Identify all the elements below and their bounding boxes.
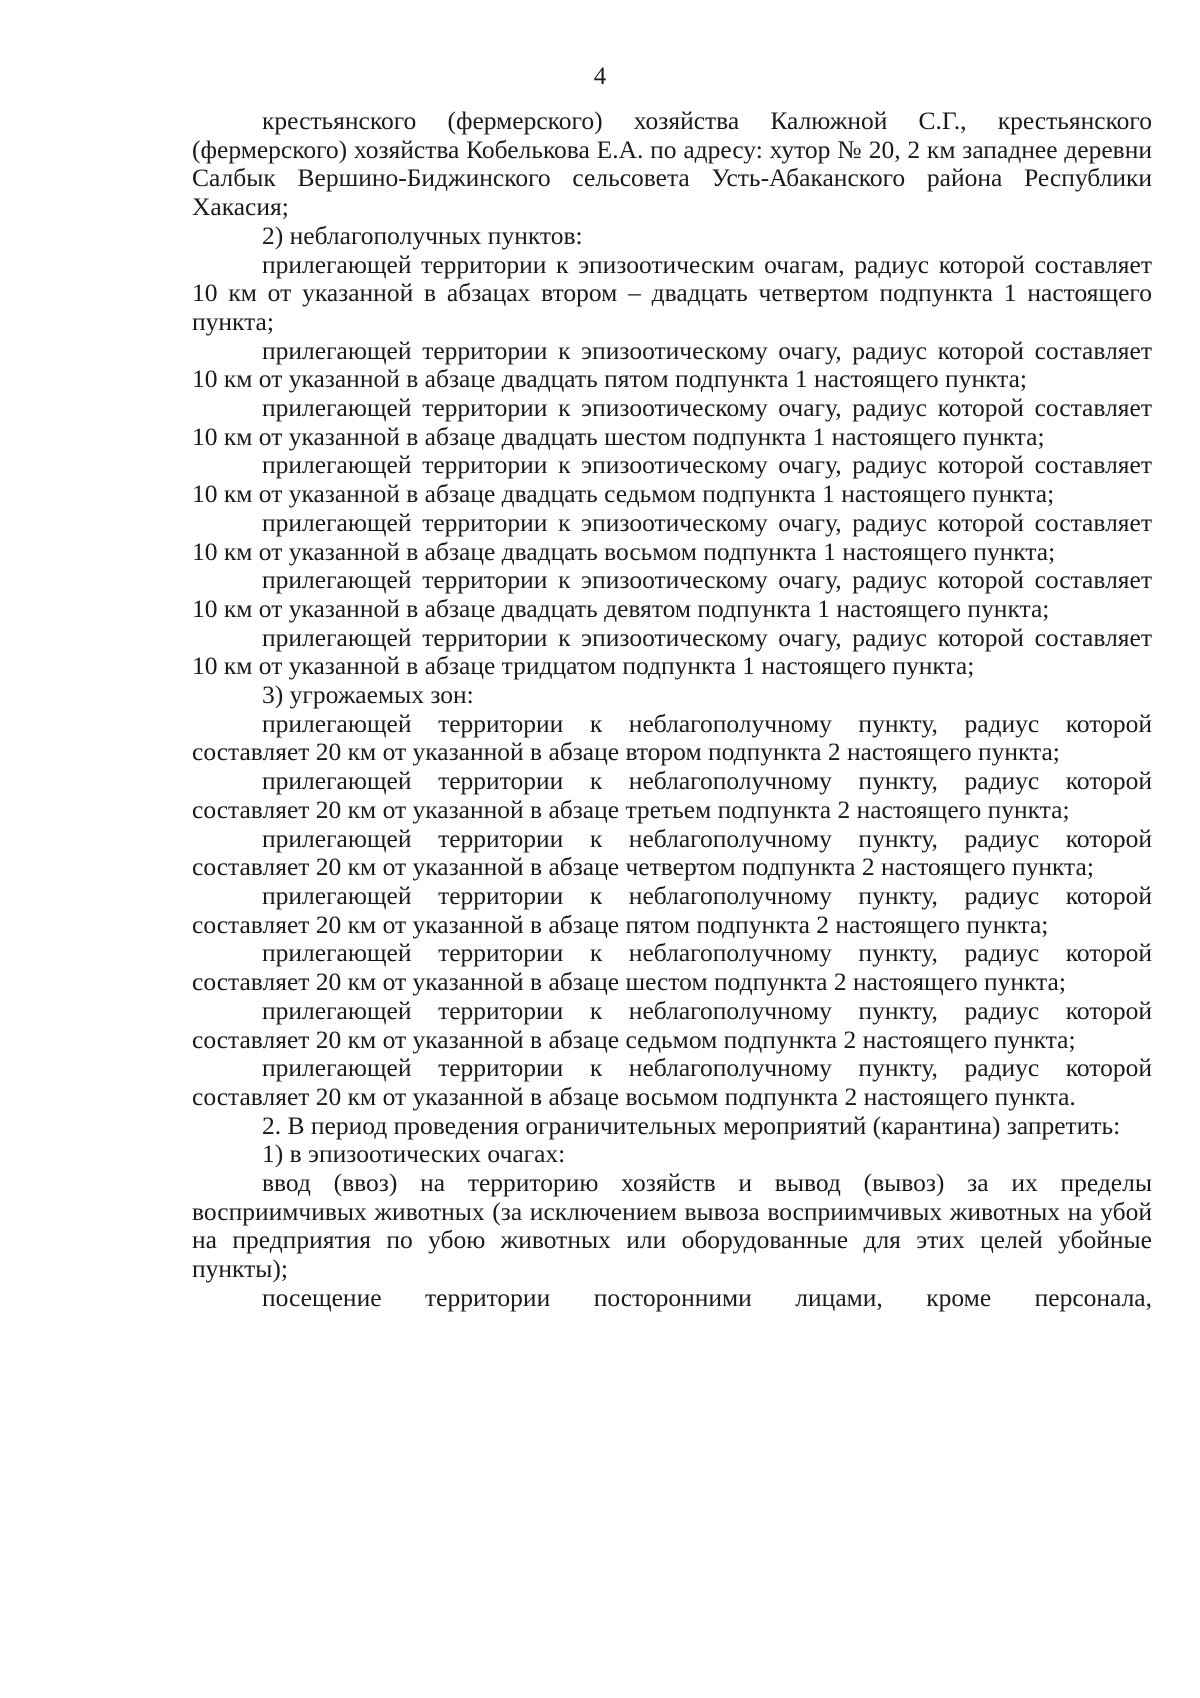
paragraph: прилегающей территории к неблагополучному пункту, радиус которой составляет 20 км от указанной в абзаце четвертом подпункта 2 настоящего пункта;: [192, 823, 1152, 882]
paragraph: прилегающей территории к неблагополучному пункту, радиус которой составляет 20 км от указанной в абзаце пятом подпункта 2 настоящего пункта;: [192, 880, 1152, 939]
paragraph: прилегающей территории к эпизоотическому очагу, радиус которой составляет 10 км от указанной в абзаце двадцать шестом подпункта 1 настоящего пункта;: [192, 393, 1152, 451]
paragraph: прилегающей территории к неблагополучному пункту, радиус которой составляет 20 км от указанной в абзаце шестом подпункта 2 настоящего пункта;: [192, 938, 1152, 997]
paragraph: прилегающей территории к эпизоотическому очагу, радиус которой составляет 10 км от указанной в абзаце двадцать пятом подпункта 1 настоящего пункта;: [192, 335, 1152, 394]
paragraph: прилегающей территории к неблагополучному пункту, радиус которой составляет 20 км от указанной в абзаце третьем подпункта 2 настоящего пункта;: [192, 766, 1152, 824]
paragraph: прилегающей территории к неблагополучному пункту, радиус которой составляет 20 км от указанной в абзаце седьмом подпункта 2 настоящего пункта;: [192, 995, 1152, 1054]
paragraph: посещение территории посторонними лицами, кроме персонала,: [262, 1282, 1152, 1312]
paragraph: 3) угрожаемых зон:: [262, 680, 474, 710]
paragraph: 2) неблагополучных пунктов:: [262, 220, 583, 250]
paragraph: 2. В период проведения ограничительных мероприятий (карантина) запретить:: [262, 1110, 1121, 1140]
document-body: [192, 107, 1152, 1313]
paragraph: прилегающей территории к эпизоотическому очагу, радиус которой составляет 10 км от указанной в абзаце тридцатом подпункта 1 настоящего пункта;: [192, 622, 1152, 681]
paragraph: прилегающей территории к эпизоотическому очагу, радиус которой составляет 10 км от указанной в абзаце двадцать седьмом подпункта 1 настоящего пункта;: [192, 450, 1152, 509]
paragraph: прилегающей территории к неблагополучному пункту, радиус которой составляет 20 км от указанной в абзаце втором подпункта 2 настоящего пункта;: [192, 708, 1152, 767]
paragraph: крестьянского (фермерского) хозяйства Калюжной С.Г., крестьянского (фермерского) хозяйства Кобелькова Е.А. по адресу: хутор № 20, 2 км западнее деревни Салбык Вершино-Биджинского сельсовета Усть-Абаканского района Республики Хакасия;: [192, 106, 1152, 222]
paragraph: ввод (ввоз) на территорию хозяйств и вывод (вывоз) за их пределы восприимчивых животных (за исключением вывоза восприимчивых животных на убой на предприятия по убою животных или оборудованные для этих целей убойные пункты);: [192, 1168, 1152, 1284]
paragraph: прилегающей территории к неблагополучному пункту, радиус которой составляет 20 км от указанной в абзаце восьмом подпункта 2 настоящего пункта.: [192, 1053, 1152, 1111]
paragraph: прилегающей территории к эпизоотическому очагу, радиус которой составляет 10 км от указанной в абзаце двадцать восьмом подпункта 1 настоящего пункта;: [192, 507, 1152, 566]
page-number: 4: [593, 63, 607, 90]
paragraph: прилегающей территории к эпизоотическим очагам, радиус которой составляет 10 км от указанной в абзацах втором – двадцать четвертом подпункта 1 настоящего пункта;: [192, 249, 1152, 336]
paragraph: прилегающей территории к эпизоотическому очагу, радиус которой составляет 10 км от указанной в абзаце двадцать девятом подпункта 1 настоящего пункта;: [192, 565, 1152, 623]
paragraph: 1) в эпизоотических очагах:: [262, 1139, 566, 1169]
